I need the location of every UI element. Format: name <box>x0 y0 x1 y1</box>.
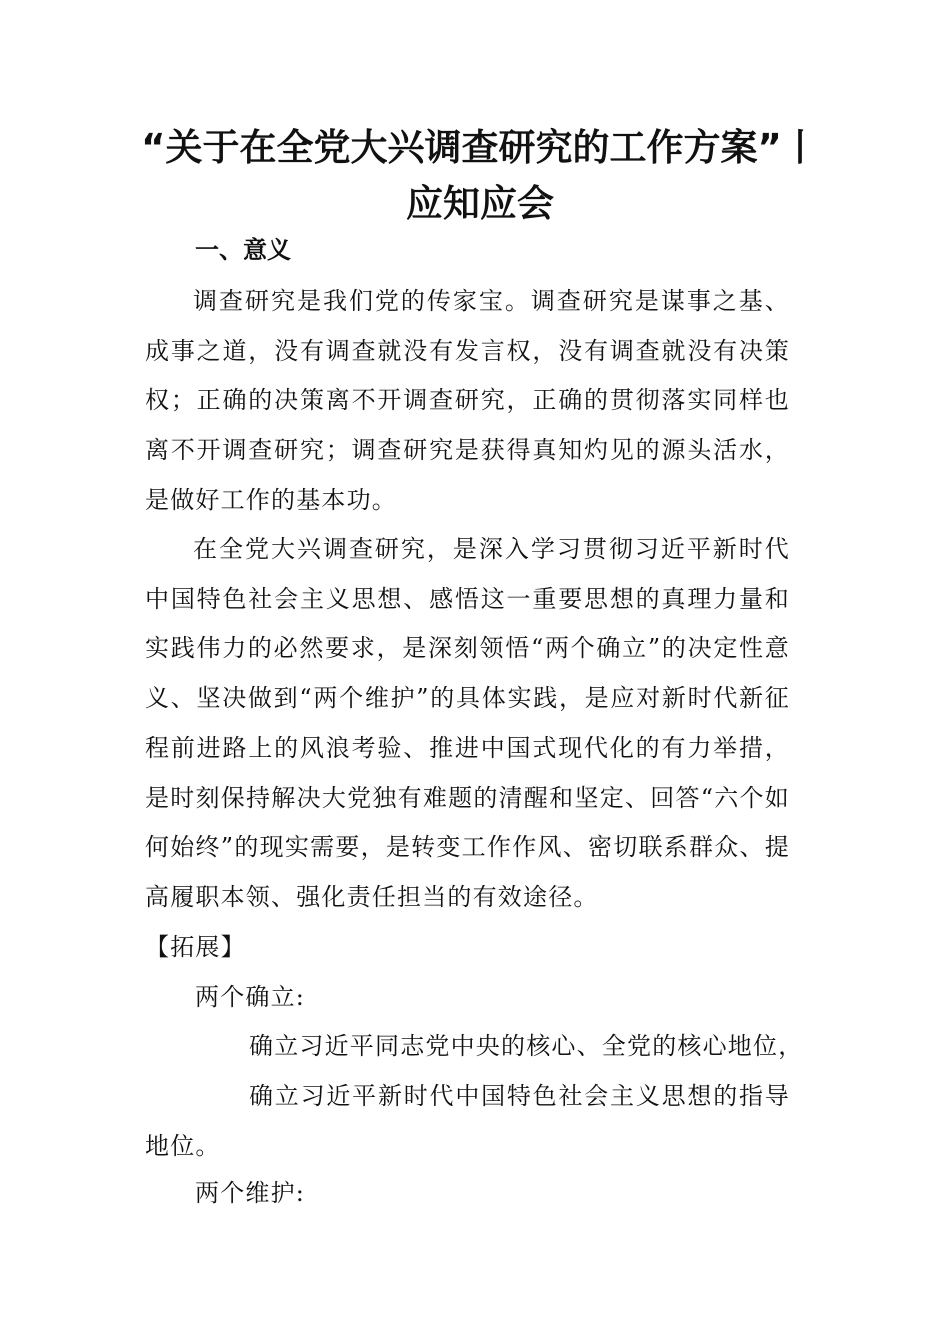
extension-label: 【拓展】 <box>145 933 246 961</box>
paragraph-1: 调查研究是我们党的传家宝。调查研究是谋事之基、成事之道，没有调查就没有发言权，没有调查就没有决策权；正确的决策离不开调查研究，正确的贯彻落实同样也离不开调查研究；调查研究是获得真知灼见的源头活水，是做好工作的基本功。 <box>145 287 790 514</box>
paragraph-2: 在全党大兴调查研究，是深入学习贯彻习近平新时代中国特色社会主义思想、感悟这一重要思想的真理力量和实践伟力的必然要求，是深刻领悟“两个确立”的决定性意义、坚决做到“两个维护”的具体实践，是应对新时代新征程前进路上的风浪考验、推进中国式现代化的有力举措，是时刻保持解决大党独有难题的清醒和坚定、回答“六个如何始终”的现实需要，是转变工作作风、密切联系群众、提高履职本领、强化责任担当的有效途径。 <box>145 535 790 911</box>
establishment-item-2: 确立习近平新时代中国特色社会主义思想的指导地位。 <box>145 1082 790 1160</box>
section-heading-significance: 一、意义 <box>195 236 291 264</box>
establishment-item-1: 确立习近平同志党中央的核心、全党的核心地位， <box>249 1032 804 1060</box>
two-establishments-label: 两个确立: <box>195 983 306 1011</box>
two-safeguards-label: 两个维护: <box>195 1179 306 1207</box>
document-title: “关于在全党大兴调查研究的工作方案”丨应知应会 <box>141 126 819 225</box>
